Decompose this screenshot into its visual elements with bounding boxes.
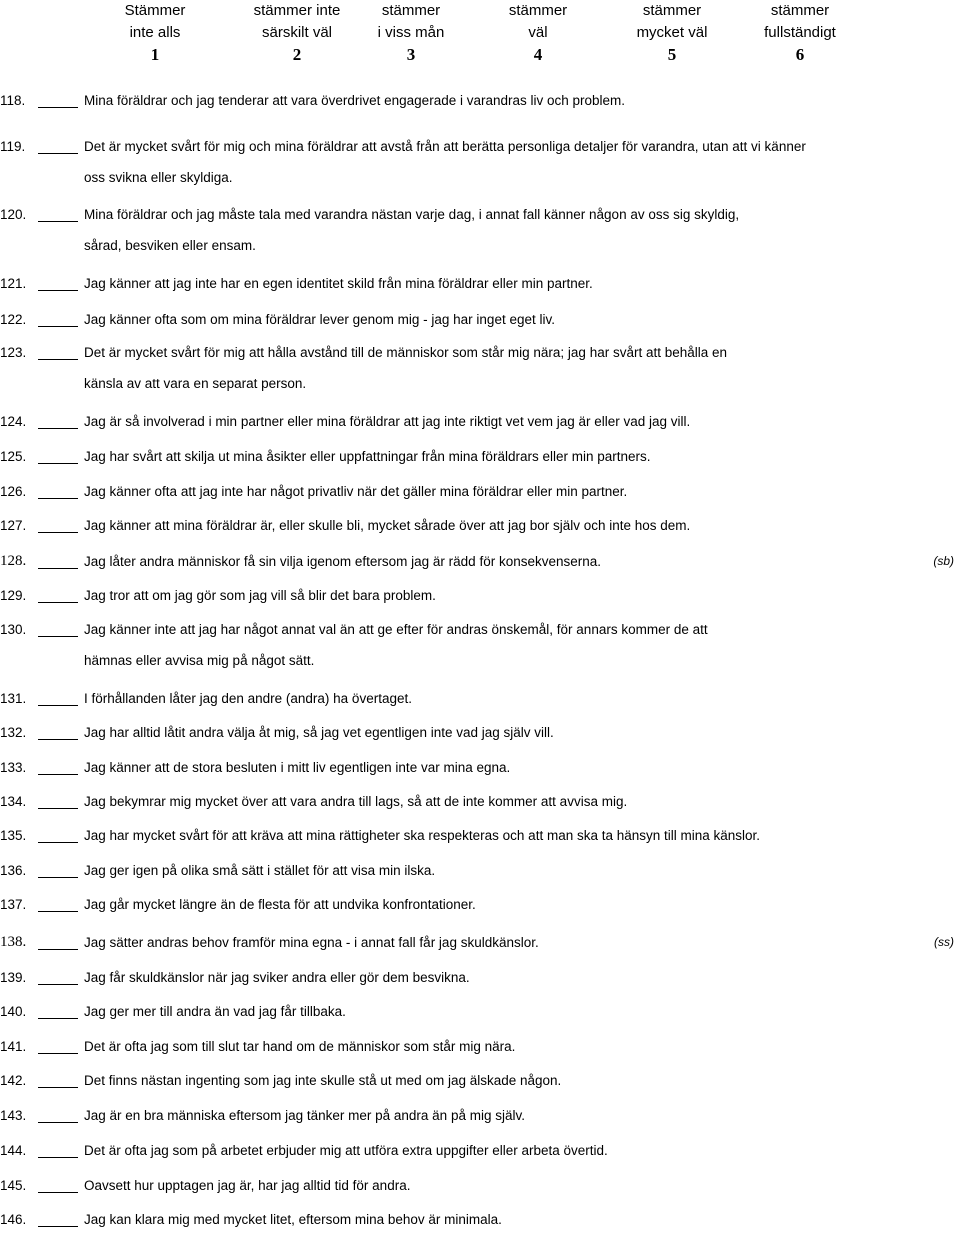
answer-blank[interactable]: [38, 107, 78, 108]
scale-number: 4: [533, 45, 543, 64]
answer-blank[interactable]: [38, 428, 78, 429]
scale-label-line1: stämmer: [381, 2, 441, 19]
item-statement: Jag sätter andras behov framför mina egna - i annat fall får jag skuldkänslor.: [84, 935, 539, 950]
item-number: 122.: [0, 312, 27, 327]
item-number: 121.: [0, 276, 27, 291]
item-number: 129.: [0, 588, 27, 603]
item-number: 125.: [0, 449, 27, 464]
answer-blank[interactable]: [38, 774, 78, 775]
answer-blank[interactable]: [38, 153, 78, 154]
item-number: 135.: [0, 828, 27, 843]
answer-blank[interactable]: [38, 463, 78, 464]
item-statement: Jag går mycket längre än de flesta för att undvika konfrontationer.: [84, 897, 476, 912]
answer-blank[interactable]: [38, 808, 78, 809]
item-statement: Mina föräldrar och jag måste tala med varandra nästan varje dag, i annat fall känner någon av oss sig skyldig,: [84, 207, 740, 222]
item-statement: Jag känner att jag inte har en egen identitet skild från mina föräldrar eller min partner.: [84, 276, 593, 291]
answer-blank[interactable]: [38, 842, 78, 843]
item-statement: Det är ofta jag som till slut tar hand om de människor som står mig nära.: [84, 1039, 516, 1054]
item-statement: Mina föräldrar och jag tenderar att vara överdrivet engagerade i varandras liv och problem.: [84, 93, 626, 108]
item-statement-continuation: sårad, besviken eller ensam.: [84, 238, 256, 253]
item-number: 137.: [0, 897, 27, 912]
answer-blank[interactable]: [38, 636, 78, 637]
schema-code: (ss): [934, 935, 954, 949]
answer-blank[interactable]: [38, 739, 78, 740]
scale-option-2: [237, 0, 357, 66]
item-statement: Jag har alltid låtit andra välja åt mig, så jag vet egentligen inte vad jag själv vill.: [84, 725, 554, 740]
answer-blank[interactable]: [38, 359, 78, 360]
answer-blank[interactable]: [38, 1122, 78, 1123]
answer-blank[interactable]: [38, 290, 78, 291]
item-number: 120.: [0, 207, 27, 222]
answer-blank[interactable]: [38, 326, 78, 327]
item-statement: Jag kan klara mig med mycket litet, eftersom mina behov är minimala.: [84, 1212, 502, 1227]
item-statement: Jag känner att de stora besluten i mitt liv egentligen inte var mina egna.: [84, 760, 511, 775]
answer-blank[interactable]: [38, 221, 78, 222]
answer-blank[interactable]: [38, 949, 78, 950]
item-statement: Det är mycket svårt för mig att hålla avstånd till de människor som står mig nära; jag har svårt att behålla en: [84, 345, 728, 360]
answer-blank[interactable]: [38, 1018, 78, 1019]
item-statement: Jag ger mer till andra än vad jag får tillbaka.: [84, 1004, 346, 1019]
item-number: 133.: [0, 760, 27, 775]
item-statement: Oavsett hur upptagen jag är, har jag alltid tid för andra.: [84, 1178, 411, 1193]
item-number: 141.: [0, 1039, 27, 1054]
item-number: 145.: [0, 1178, 27, 1193]
scale-number: 6: [795, 45, 805, 64]
item-number: 142.: [0, 1073, 27, 1088]
answer-blank[interactable]: [38, 705, 78, 706]
item-number: 146.: [0, 1212, 27, 1227]
answer-blank[interactable]: [38, 498, 78, 499]
answer-blank[interactable]: [38, 1226, 78, 1227]
item-statement: Jag är en bra människa eftersom jag tänker mer på andra än på mig själv.: [84, 1108, 525, 1123]
item-number: 126.: [0, 484, 27, 499]
item-statement: Jag bekymrar mig mycket över att vara andra till lags, så att de inte kommer att avvisa mig.: [84, 794, 628, 809]
item-statement: Jag känner att mina föräldrar är, eller skulle bli, mycket sårade över att jag bor själv och inte hos dem.: [84, 518, 691, 533]
item-number: 124.: [0, 414, 27, 429]
scale-number: 2: [292, 45, 302, 64]
scale-number: 1: [150, 45, 160, 64]
answer-blank[interactable]: [38, 602, 78, 603]
scale-number: 3: [406, 45, 416, 64]
item-statement: Jag har mycket svårt för att kräva att mina rättigheter ska respekteras och att man ska ta hänsyn till mina känslor.: [84, 828, 761, 843]
item-number: 130.: [0, 622, 27, 637]
item-statement: Det är mycket svårt för mig och mina föräldrar att avstå från att berätta personliga detaljer för varandra, utan att vi känner: [84, 139, 806, 154]
scale-option-3: [351, 0, 471, 66]
answer-blank[interactable]: [38, 1157, 78, 1158]
answer-blank[interactable]: [38, 984, 78, 985]
item-statement: Jag tror att om jag gör som jag vill så blir det bara problem.: [84, 588, 436, 603]
item-number: 134.: [0, 794, 27, 809]
item-number: 128.: [0, 553, 27, 569]
answer-blank[interactable]: [38, 1087, 78, 1088]
item-number: 143.: [0, 1108, 27, 1123]
item-statement: Det finns nästan ingenting som jag inte skulle stå ut med om jag älskade någon.: [84, 1073, 562, 1088]
item-number: 138.: [0, 934, 27, 950]
item-statement: Jag låter andra människor få sin vilja igenom eftersom jag är rädd för konsekvenserna.: [84, 554, 602, 569]
answer-blank[interactable]: [38, 1053, 78, 1054]
item-number: 119.: [0, 139, 26, 154]
scale-label-line2: särskilt väl: [261, 24, 332, 41]
item-statement: I förhållanden låter jag den andre (andra) ha övertaget.: [84, 691, 412, 706]
item-statement: Jag får skuldkänslor när jag sviker andra eller gör dem besvikna.: [84, 970, 470, 985]
item-statement: Jag känner ofta att jag inte har något privatliv när det gäller mina föräldrar eller min partner.: [84, 484, 628, 499]
item-statement-continuation: känsla av att vara en separat person.: [84, 376, 307, 391]
scale-number: 5: [667, 45, 677, 64]
scale-option-5: [612, 0, 732, 66]
answer-blank[interactable]: [38, 877, 78, 878]
item-statement: Jag ger igen på olika små sätt i stället för att visa min ilska.: [84, 863, 436, 878]
item-number: 144.: [0, 1143, 27, 1158]
scale-label-line2: inte alls: [129, 24, 181, 41]
item-number: 118.: [0, 93, 26, 108]
scale-option-1: [95, 0, 215, 66]
scale-label-line1: stämmer: [770, 2, 830, 19]
item-number: 139.: [0, 970, 27, 985]
scale-label-line1: Stämmer: [124, 2, 186, 19]
scale-label-line1: stämmer: [642, 2, 702, 19]
item-number: 136.: [0, 863, 27, 878]
item-statement-continuation: hämnas eller avvisa mig på något sätt.: [84, 653, 315, 668]
scale-label-line2: mycket väl: [636, 24, 708, 41]
item-number: 140.: [0, 1004, 27, 1019]
item-statement: Jag har svårt att skilja ut mina åsikter eller uppfattningar från mina föräldrars eller min partners.: [84, 449, 651, 464]
item-statement: Jag är så involverad i min partner eller mina föräldrar att jag inte riktigt vet vem jag är eller vad jag vill.: [84, 414, 691, 429]
scale-label-line2: fullständigt: [764, 24, 836, 41]
schema-code: (sb): [933, 554, 954, 568]
scale-option-6: [740, 0, 860, 66]
item-statement: Jag känner ofta som om mina föräldrar lever genom mig - jag har inget eget liv.: [84, 312, 555, 327]
answer-blank[interactable]: [38, 568, 78, 569]
item-number: 127.: [0, 518, 27, 533]
answer-blank[interactable]: [38, 911, 78, 912]
scale-label-line2: väl: [528, 24, 548, 41]
item-number: 131.: [0, 691, 27, 706]
item-number: 123.: [0, 345, 27, 360]
scale-option-4: [478, 0, 598, 66]
scale-label-line2: i viss mån: [377, 24, 445, 41]
item-number: 132.: [0, 725, 27, 740]
item-statement-continuation: oss svikna eller skyldiga.: [84, 170, 233, 185]
item-statement: Det är ofta jag som på arbetet erbjuder mig att utföra extra uppgifter eller arbeta övertid.: [84, 1143, 608, 1158]
rating-scale-header: [0, 0, 960, 70]
answer-blank[interactable]: [38, 532, 78, 533]
scale-label-line1: stämmer inte: [253, 2, 341, 19]
item-statement: Jag känner inte att jag har något annat val än att ge efter för andras önskemål, för annars kommer de att: [84, 622, 708, 637]
answer-blank[interactable]: [38, 1192, 78, 1193]
scale-label-line1: stämmer: [508, 2, 568, 19]
